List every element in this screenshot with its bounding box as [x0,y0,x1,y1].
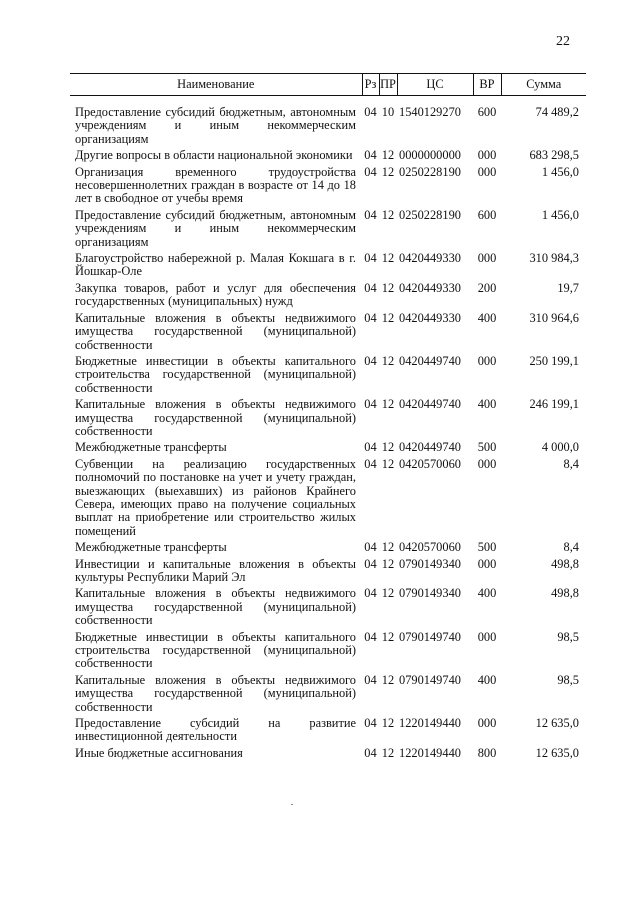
cell-name: Инвестиции и капитальные вложения в объекты культуры Республики Марий Эл [75,556,356,584]
table-row [70,717,586,747]
cell-cs: 0250228190 [399,207,461,222]
cell-rz: 04 [364,148,377,163]
header-rz: Рз [362,74,379,96]
cell-cs: 0420449740 [399,440,461,455]
cell-pr: 12 [381,310,395,325]
cell-pr: 12 [381,456,395,471]
cell-name: Межбюджетные трансферты [75,440,227,455]
cell-sum: 310 984,3 [529,251,579,266]
cell-cs: 0420449740 [399,397,461,412]
cell-name: Предоставление субсидий бюджетным, автономным учреждениям и иным некоммерческим организациям [75,207,356,249]
cell-sum: 98,5 [557,629,579,644]
table-row [70,166,586,209]
cell-pr: 12 [381,540,395,555]
cell-sum: 498,8 [551,586,579,601]
cell-rz: 04 [364,586,377,601]
cell-cs: 0790149740 [399,629,461,644]
cell-sum: 12 635,0 [535,745,579,760]
cell-cs: 0420570060 [399,540,461,555]
table-row [70,209,586,252]
cell-vr: 400 [477,586,497,601]
cell-sum: 1 456,0 [541,164,579,179]
table-row [70,558,586,588]
cell-rz: 04 [364,353,377,368]
cell-sum: 1 456,0 [541,207,579,222]
header-name: Наименование [70,74,362,96]
cell-pr: 12 [381,440,395,455]
cell-name: Капитальные вложения в объекты недвижимого имущества государственной (муниципальной) собственности [75,672,356,714]
cell-name: Другие вопросы в области национальной экономики [75,148,353,163]
cell-pr: 12 [381,251,395,266]
cell-vr: 600 [477,207,497,222]
cell-pr: 12 [381,672,395,687]
cell-vr: 000 [477,629,497,644]
header-vr: ВР [473,74,501,96]
cell-vr: 000 [477,353,497,368]
cell-vr: 000 [477,456,497,471]
cell-pr: 12 [381,629,395,644]
cell-sum: 246 199,1 [529,397,579,412]
cell-name: Предоставление субсидий на развитие инвестиционной деятельности [75,716,356,744]
cell-pr: 12 [381,280,395,295]
cell-cs: 0790149340 [399,556,461,571]
cell-vr: 500 [477,540,497,555]
cell-sum: 12 635,0 [535,716,579,731]
table-row [70,149,586,165]
cell-sum: 8,4 [563,456,579,471]
table-row [70,355,586,398]
table-row [70,747,586,763]
cell-sum: 98,5 [557,672,579,687]
cell-cs: 0420449330 [399,310,461,325]
table-body [70,96,586,764]
cell-cs: 1540129270 [399,105,461,119]
cell-pr: 12 [381,716,395,731]
cell-sum: 498,8 [551,556,579,571]
cell-cs: 0420449330 [399,251,461,266]
cell-cs: 0420449740 [399,353,461,368]
cell-cs: 0250228190 [399,164,461,179]
cell-pr: 12 [381,556,395,571]
cell-vr: 000 [477,716,497,731]
cell-name: Бюджетные инвестиции в объекты капитального строительства государственной (муниципальной) собственности [75,353,356,395]
cell-name: Закупка товаров, работ и услуг для обеспечения государственных (муниципальных) нужд [75,280,356,309]
header-pr: ПР [379,74,397,96]
cell-pr: 10 [381,105,395,119]
cell-pr: 12 [381,586,395,601]
cell-sum: 19,7 [557,280,579,295]
table-row [70,631,586,674]
cell-rz: 04 [364,280,377,295]
cell-pr: 12 [381,207,395,222]
cell-name: Организация временного трудоустройства несовершеннолетних граждан в возрасте от 14 до 18 лет в свободное от учебы время [75,164,356,206]
cell-vr: 600 [477,105,497,119]
cell-rz: 04 [364,716,377,731]
cell-rz: 04 [364,629,377,644]
cell-rz: 04 [364,164,377,179]
cell-vr: 400 [477,672,497,687]
table-row [70,282,586,312]
cell-rz: 04 [364,207,377,222]
cell-cs: 0420570060 [399,456,461,471]
cell-sum: 4 000,0 [541,440,579,455]
scan-speck [291,804,293,805]
cell-rz: 04 [364,540,377,555]
cell-cs: 1220149440 [399,716,461,731]
cell-rz: 04 [364,745,377,760]
cell-sum: 310 964,6 [529,310,579,325]
cell-rz: 04 [364,440,377,455]
table-row [70,96,586,150]
cell-name: Бюджетные инвестиции в объекты капитального строительства государственной (муниципальной) собственности [75,629,356,671]
cell-pr: 12 [381,148,395,163]
cell-name: Предоставление субсидий бюджетным, автономным учреждениям и иным некоммерческим организациям [75,105,356,146]
cell-cs: 1220149440 [399,745,461,760]
table-row [70,398,586,441]
cell-name: Субвенции на реализацию государственных полномочий по постановке на учет и учету граждан, выезжающих (выехавших) из районов Крайнего Севера, имеющих право на получение социальных выплат на приобретение или строительство жилых помещений [75,456,356,538]
cell-cs: 0790149740 [399,672,461,687]
table-header-row [70,74,586,96]
cell-pr: 12 [381,745,395,760]
cell-vr: 800 [477,745,497,760]
page-number: 22 [556,34,570,49]
table-row [70,541,586,557]
table-row [70,252,586,282]
cell-rz: 04 [364,672,377,687]
cell-vr: 000 [477,164,497,179]
cell-pr: 12 [381,164,395,179]
cell-vr: 000 [477,251,497,266]
cell-name: Благоустройство набережной р. Малая Кокшага в г. Йошкар-Оле [75,251,356,279]
cell-name: Иные бюджетные ассигнования [75,745,243,760]
header-cs: ЦС [397,74,473,96]
cell-cs: 0000000000 [399,148,461,163]
cell-sum: 250 199,1 [529,353,579,368]
cell-vr: 500 [477,440,497,455]
cell-name: Межбюджетные трансферты [75,540,227,555]
cell-name: Капитальные вложения в объекты недвижимого имущества государственной (муниципальной) собственности [75,310,356,352]
cell-vr: 000 [477,556,497,571]
cell-vr: 000 [477,148,497,163]
cell-pr: 12 [381,397,395,412]
table-row [70,458,586,541]
cell-name: Капитальные вложения в объекты недвижимого имущества государственной (муниципальной) собственности [75,586,356,628]
cell-sum: 683 298,5 [529,148,579,163]
cell-rz: 04 [364,105,377,119]
cell-rz: 04 [364,397,377,412]
cell-rz: 04 [364,456,377,471]
table-row [70,312,586,355]
table-row [70,587,586,630]
header-sum: Сумма [501,74,586,96]
cell-cs: 0420449330 [399,280,461,295]
cell-sum: 74 489,2 [535,105,579,119]
cell-vr: 200 [477,280,497,295]
table-row [70,441,586,457]
cell-rz: 04 [364,556,377,571]
cell-cs: 0790149340 [399,586,461,601]
cell-sum: 8,4 [563,540,579,555]
cell-rz: 04 [364,251,377,266]
table-row [70,674,586,717]
cell-pr: 12 [381,353,395,368]
cell-rz: 04 [364,310,377,325]
cell-vr: 400 [477,310,497,325]
budget-table [70,73,586,763]
cell-vr: 400 [477,397,497,412]
cell-name: Капитальные вложения в объекты недвижимого имущества государственной (муниципальной) собственности [75,397,356,438]
